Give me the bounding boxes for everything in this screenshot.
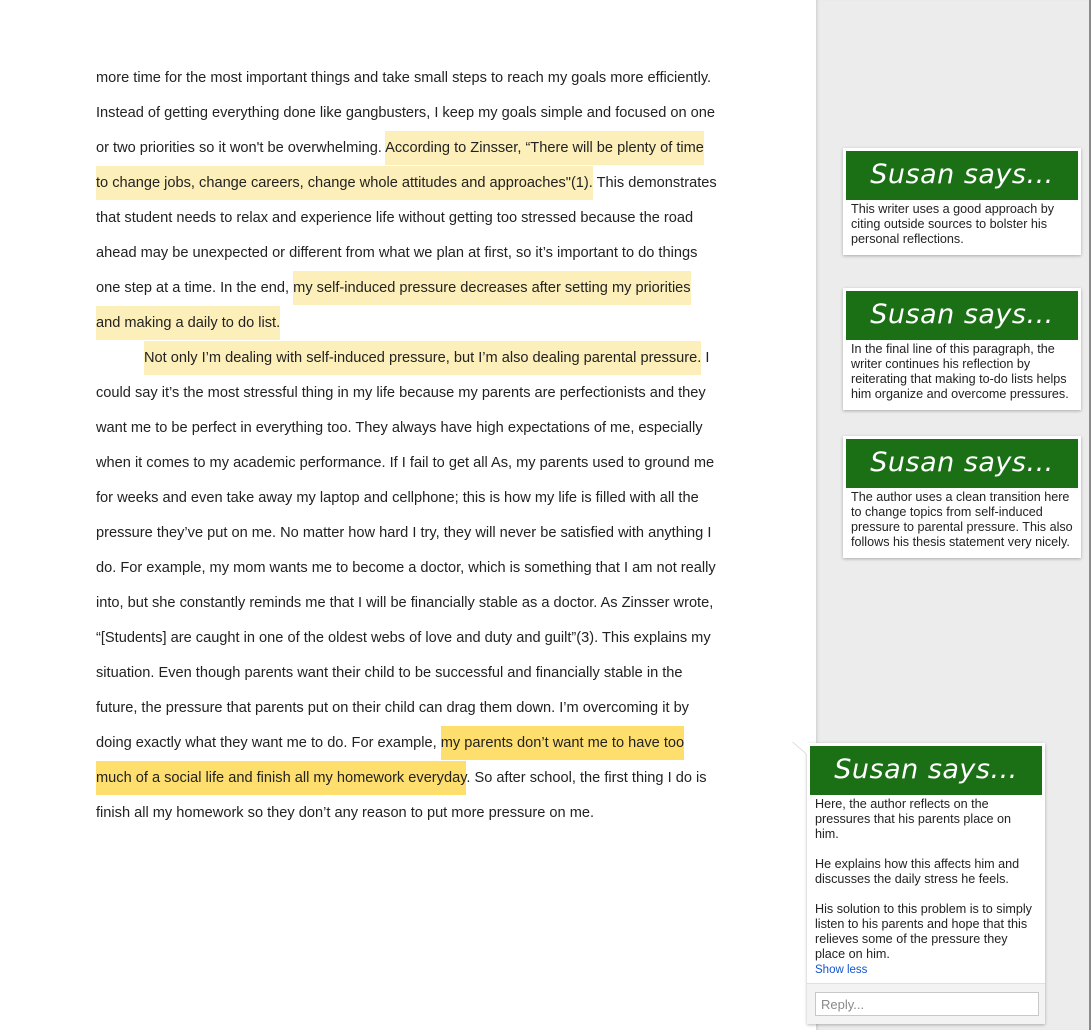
comment-banner: Susan says... [810,746,1042,795]
comment-card-1[interactable] [843,148,1081,255]
document-line [96,236,736,271]
document-line [96,516,736,551]
document-line [96,411,736,446]
document-line [96,656,736,691]
document-text: future, the pressure that parents put on their child can drag them down. I’m overcoming it by [96,700,689,716]
document-text: ahead may be unexpected or different from what we plan at first, so it’s important to do things [96,245,698,261]
comment-body [843,488,1081,558]
document-line [96,131,736,166]
document-text: could say it’s the most stressful thing in my life because my parents are perfectionists and they [96,385,706,401]
comment-highlight[interactable]: my parents don’t want me to have too [441,726,684,760]
show-less-link[interactable]: Show less [815,964,868,976]
document-line [96,691,736,726]
document-line [96,446,736,481]
document-text: doing exactly what they want me to do. For example, [96,735,441,751]
comment-body [843,200,1081,255]
comment-card-2[interactable] [843,288,1081,410]
document-text: pressure they’ve put on me. No matter how hard I try, they will never be satisfied with anything I [96,525,712,541]
comment-text: The author uses a clean transition here to change topics from self-induced pressure to parental pressure. This also follows his thesis statement very nicely. [851,490,1073,549]
document-line [96,761,736,796]
comment-body [843,340,1081,410]
document-line [96,341,736,376]
document-text: This demonstrates [592,175,717,191]
comment-banner: Susan says... [846,151,1078,200]
reply-input[interactable] [815,992,1039,1016]
document-line [96,271,736,306]
comment-highlight[interactable]: to change jobs, change careers, change whole attitudes and approaches"(1). [96,166,593,200]
document-text: that student needs to relax and experience life without getting too stressed because the road [96,210,694,226]
comment-pointer-tail [793,742,807,754]
comment-highlight[interactable]: much of a social life and finish all my homework everyday [96,761,466,795]
document-text: situation. Even though parents want their child to be successful and financially stable in the [96,665,683,681]
comment-text: His solution to this problem is to simply listen to his parents and hope that this relieves some of the pressure they place on him. [815,902,1032,961]
document-text: for weeks and even take away my laptop and cellphone; this is how my life is filled with all the [96,490,699,506]
document-text: when it comes to my academic performance. If I fail to get all As, my parents used to ground me [96,455,715,471]
document-text: more time for the most important things and take small steps to reach my goals more efficiently. [96,70,712,86]
document-text: want me to be perfect in everything too. They always have high expectations of me, especially [96,420,703,436]
comment-text: He explains how this affects him and discusses the daily stress he feels. [815,857,1020,886]
comment-highlight[interactable]: Not only I’m dealing with self-induced pressure, but I’m also dealing parental pressure. [144,341,701,375]
comment-banner: Susan says... [846,291,1078,340]
document-text: “[Students] are caught in one of the oldest webs of love and duty and guilt”(3). This explains my [96,630,711,646]
comment-highlight[interactable]: According to Zinsser, “There will be plenty of time [385,131,704,165]
comment-banner: Susan says... [846,439,1078,488]
document-line [96,376,736,411]
document-text: Instead of getting everything done like gangbusters, I keep my goals simple and focused on one [96,105,716,121]
document-line [96,201,736,236]
comment-highlight[interactable]: and making a daily to do list. [96,306,280,340]
document-line [96,621,736,656]
document-line [96,166,736,201]
document-line [96,551,736,586]
document-line [96,61,736,96]
comment-card-3[interactable] [843,436,1081,558]
document-text: into, but she constantly reminds me that I will be financially stable as a doctor. As Zinsser wrote, [96,595,714,611]
document-line [96,96,736,131]
comment-card-active[interactable] [807,743,1045,1024]
document-line [96,586,736,621]
document-line [96,481,736,516]
document-line [96,796,736,831]
comment-text: This writer uses a good approach by citing outside sources to bolster his personal reflections. [851,202,1055,246]
document-text: I [701,350,710,366]
document-line [96,306,736,341]
document-text: . So after school, the first thing I do is [466,770,707,786]
document-body[interactable] [96,61,736,831]
comment-text: Here, the author reflects on the pressures that his parents place on him. [815,797,1012,841]
document-text: one step at a time. In the end, [96,280,294,296]
document-text: do. For example, my mom wants me to become a doctor, which is something that I am not really [96,560,716,576]
comment-body [807,795,1045,983]
comment-text: In the final line of this paragraph, the writer continues his reflection by reiterating that making to-do lists helps him organize and overcome pressures. [851,342,1069,401]
document-text: finish all my homework so they don’t any reason to put more pressure on me. [96,805,595,821]
reply-area [807,983,1045,1024]
document-line [96,726,736,761]
comment-highlight[interactable]: my self-induced pressure decreases after setting my priorities [293,271,690,305]
document-text: or two priorities so it won't be overwhelming. [96,140,386,156]
